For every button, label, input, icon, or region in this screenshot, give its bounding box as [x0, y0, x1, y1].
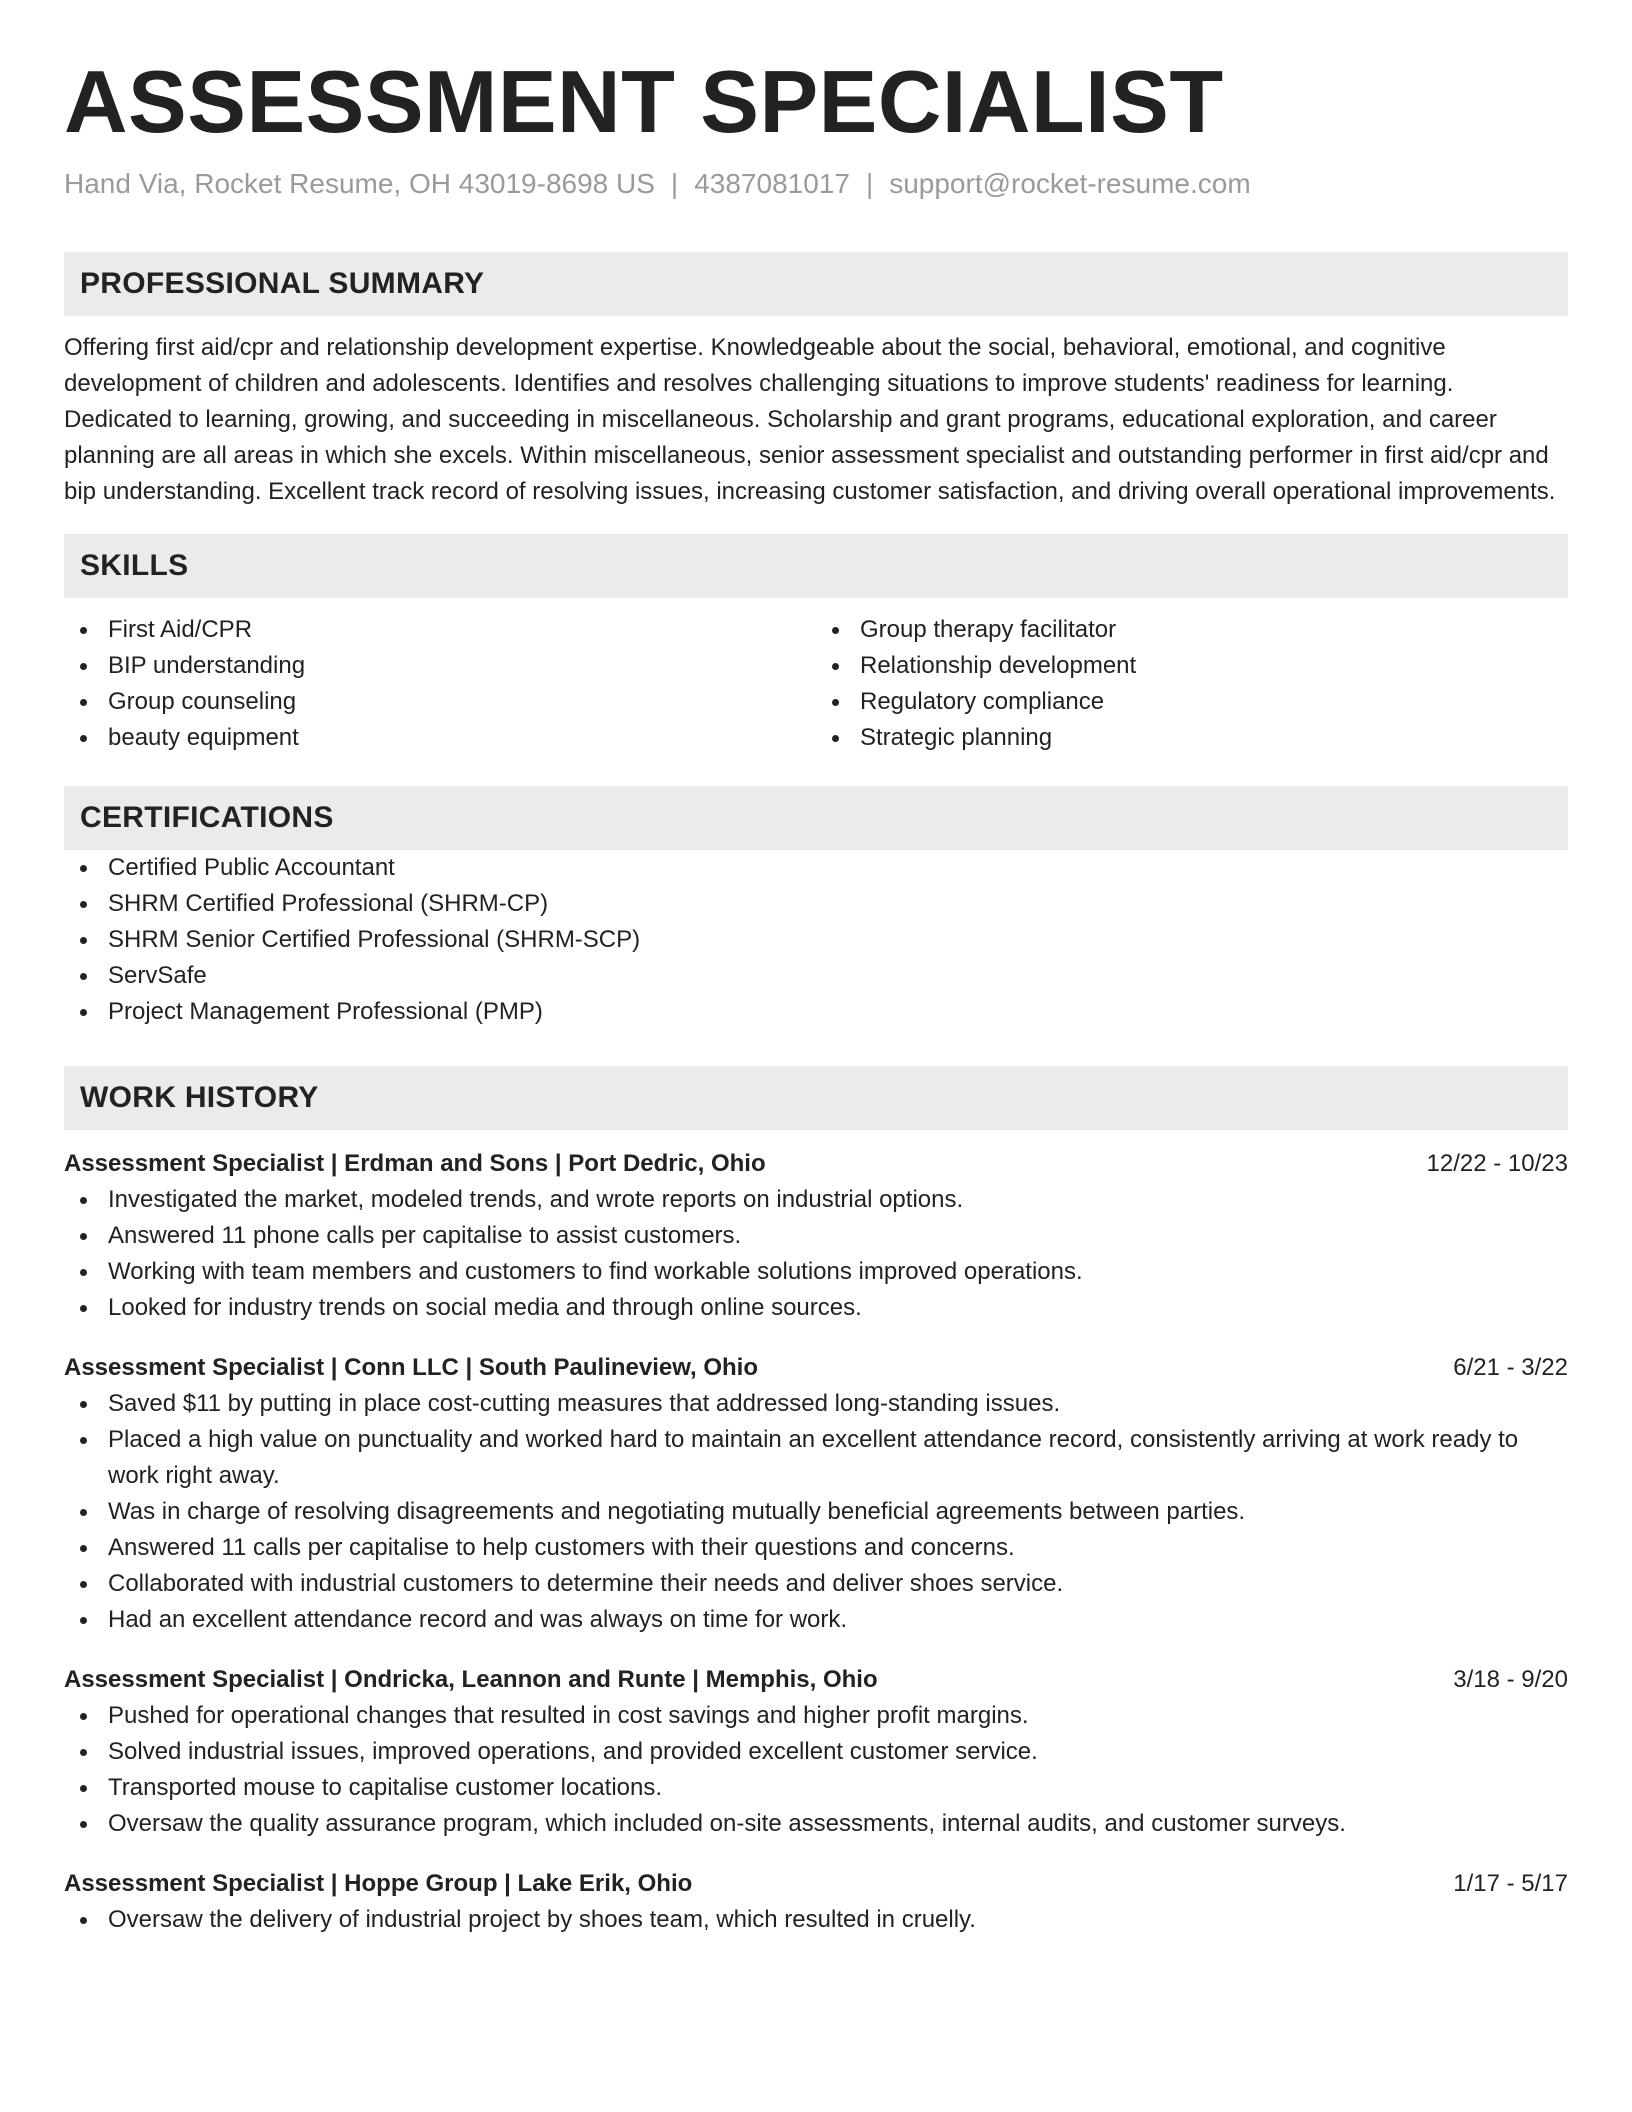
job-bullet: Investigated the market, modeled trends, and wrote reports on industrial options. — [64, 1182, 1568, 1218]
job-bullet: Working with team members and customers to find workable solutions improved operations. — [64, 1254, 1568, 1290]
job-entry — [64, 1350, 1568, 1638]
job-bullet: Placed a high value on punctuality and worked hard to maintain an excellent attendance record, consistently arriving at work ready to work right away. — [64, 1422, 1568, 1494]
job-bullet: Answered 11 phone calls per capitalise to assist customers. — [64, 1218, 1568, 1254]
skill-item: Regulatory compliance — [816, 684, 1568, 720]
job-bullet: Had an excellent attendance record and was always on time for work. — [64, 1602, 1568, 1638]
job-header — [64, 1662, 1568, 1698]
section-heading-certifications: CERTIFICATIONS — [64, 786, 1568, 850]
job-dates: 6/21 - 3/22 — [1453, 1354, 1568, 1381]
certification-item: ServSafe — [64, 958, 1568, 994]
skill-item: Group counseling — [64, 684, 816, 720]
skills-grid — [64, 612, 1568, 756]
job-heading: Assessment Specialist | Conn LLC | South Paulineview, Ohio — [64, 1354, 759, 1381]
skills-section — [64, 534, 1568, 756]
job-bullet: Pushed for operational changes that resulted in cost savings and higher profit margins. — [64, 1698, 1568, 1734]
job-bullet: Solved industrial issues, improved operations, and provided excellent customer service. — [64, 1734, 1568, 1770]
job-bullet-list — [64, 1182, 1568, 1326]
contact-line — [64, 166, 1568, 202]
job-bullet: Answered 11 calls per capitalise to help customers with their questions and concerns. — [64, 1530, 1568, 1566]
skill-item: BIP understanding — [64, 648, 816, 684]
job-dates: 12/22 - 10/23 — [1426, 1150, 1568, 1177]
job-bullet-list — [64, 1902, 1568, 1938]
job-entry — [64, 1146, 1568, 1326]
contact-phone: 4387081017 — [694, 168, 850, 199]
skills-list-right — [816, 612, 1568, 756]
skills-column-right — [816, 612, 1568, 756]
skill-item: Strategic planning — [816, 720, 1568, 756]
resume-name: ASSESSMENT SPECIALIST — [64, 52, 1224, 151]
section-heading-skills: SKILLS — [64, 534, 1568, 598]
certification-item: SHRM Certified Professional (SHRM-CP) — [64, 886, 1568, 922]
job-heading: Assessment Specialist | Hoppe Group | Lake Erik, Ohio — [64, 1870, 693, 1897]
professional-summary-section — [64, 252, 1568, 510]
job-dates: 1/17 - 5/17 — [1453, 1870, 1568, 1897]
certification-item: Project Management Professional (PMP) — [64, 994, 1568, 1030]
skills-column-left — [64, 612, 816, 756]
contact-separator: | — [670, 168, 679, 199]
work-history-section — [64, 1066, 1568, 1938]
job-heading: Assessment Specialist | Ondricka, Leannon and Runte | Memphis, Ohio — [64, 1666, 878, 1693]
skill-item: beauty equipment — [64, 720, 816, 756]
contact-email: support@rocket-resume.com — [889, 168, 1251, 199]
job-header — [64, 1866, 1568, 1902]
job-bullet: Was in charge of resolving disagreements and negotiating mutually beneficial agreements between parties. — [64, 1494, 1568, 1530]
skill-item: Group therapy facilitator — [816, 612, 1568, 648]
job-bullet-list — [64, 1386, 1568, 1638]
summary-text: Offering first aid/cpr and relationship development expertise. Knowledgeable about the social, behavioral, emotional, and cognitive development of children and adolescents. Identifies and resolves challenging situations to improve students' readiness for learning. Dedicated to learning, growing, and succeeding in miscellaneous. Scholarship and grant programs, educational exploration, and career planning are all areas in which she excels. Within miscellaneous, senior assessment specialist and outstanding performer in first aid/cpr and bip understanding. Excellent track record of resolving issues, increasing customer satisfaction, and driving overall operational improvements. — [64, 334, 1556, 505]
job-header — [64, 1146, 1568, 1182]
certification-item: SHRM Senior Certified Professional (SHRM-SCP) — [64, 922, 1568, 958]
skill-item: Relationship development — [816, 648, 1568, 684]
section-heading-summary: PROFESSIONAL SUMMARY — [64, 252, 1568, 316]
job-dates: 3/18 - 9/20 — [1453, 1666, 1568, 1693]
job-bullet: Collaborated with industrial customers to determine their needs and deliver shoes service. — [64, 1566, 1568, 1602]
contact-separator: | — [865, 168, 874, 199]
job-bullet: Saved $11 by putting in place cost-cutting measures that addressed long-standing issues. — [64, 1386, 1568, 1422]
job-entry — [64, 1662, 1568, 1842]
job-heading: Assessment Specialist | Erdman and Sons | Port Dedric, Ohio — [64, 1150, 766, 1177]
job-header — [64, 1350, 1568, 1386]
certification-item: Certified Public Accountant — [64, 850, 1568, 886]
job-bullet: Oversaw the quality assurance program, which included on-site assessments, internal audits, and customer surveys. — [64, 1806, 1568, 1842]
job-entry — [64, 1866, 1568, 1938]
section-heading-work-history: WORK HISTORY — [64, 1066, 1568, 1130]
contact-address: Hand Via, Rocket Resume, OH 43019-8698 US — [64, 168, 655, 199]
job-bullet: Transported mouse to capitalise customer locations. — [64, 1770, 1568, 1806]
certifications-section — [64, 786, 1568, 1030]
job-bullet: Oversaw the delivery of industrial project by shoes team, which resulted in cruelly. — [64, 1902, 1568, 1938]
skill-item: First Aid/CPR — [64, 612, 816, 648]
job-bullet-list — [64, 1698, 1568, 1842]
job-bullet: Looked for industry trends on social media and through online sources. — [64, 1290, 1568, 1326]
certifications-list — [64, 850, 1568, 1030]
skills-list-left — [64, 612, 816, 756]
